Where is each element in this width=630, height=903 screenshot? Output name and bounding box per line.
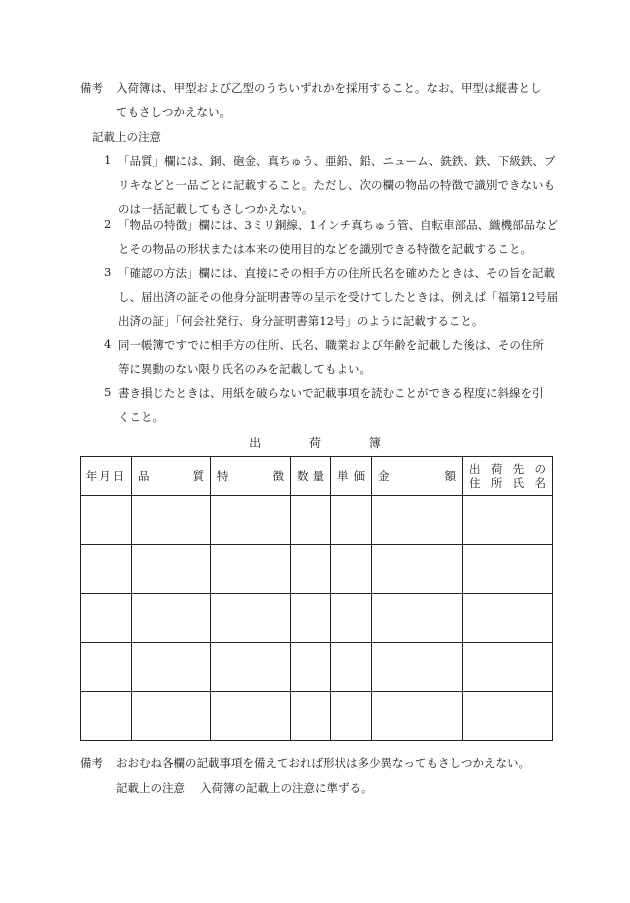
- ledger-cell[interactable]: [372, 643, 463, 692]
- header-quantity-char: 量: [312, 469, 324, 483]
- ledger-cell[interactable]: [463, 692, 553, 741]
- header-amount-char: 金: [378, 469, 390, 483]
- ledger-cell[interactable]: [463, 643, 553, 692]
- ledger-cell[interactable]: [81, 545, 132, 594]
- ledger-cell[interactable]: [211, 496, 291, 545]
- ledger-table: [80, 456, 553, 741]
- ledger-cell[interactable]: [81, 496, 132, 545]
- header-quantity: [291, 457, 331, 496]
- ledger-cell[interactable]: [81, 594, 132, 643]
- header-destination-char: の: [534, 462, 546, 476]
- ledger-cell[interactable]: [463, 496, 553, 545]
- ledger-cell[interactable]: [372, 545, 463, 594]
- instruction-line: とその物品の形状または本来の使用目的などを識別できる特徴を記載すること。: [118, 242, 532, 256]
- ledger-cell[interactable]: [132, 545, 211, 594]
- ledger-cell[interactable]: [331, 496, 372, 545]
- header-date: 年月日: [81, 457, 132, 496]
- instruction-number: 4: [104, 337, 112, 351]
- ledger-cell[interactable]: [463, 545, 553, 594]
- ledger-cell[interactable]: [463, 594, 553, 643]
- ledger-row: [81, 594, 553, 643]
- ledger-title-char: 荷: [308, 436, 321, 450]
- instruction-number: 1: [104, 153, 112, 167]
- ledger-cell[interactable]: [211, 545, 291, 594]
- notes-bottom-sub-label: 記載上の注意: [116, 781, 185, 795]
- header-quantity-char: 数: [297, 469, 309, 483]
- notes-top-label: 備考: [80, 81, 103, 95]
- ledger-row: [81, 692, 553, 741]
- instruction-number: 2: [104, 217, 112, 231]
- header-destination-char: 名: [534, 476, 546, 490]
- ledger-body: [81, 496, 553, 741]
- ledger-cell[interactable]: [132, 496, 211, 545]
- header-quality-char: 品: [138, 469, 150, 483]
- ledger-cell[interactable]: [81, 643, 132, 692]
- ledger-cell[interactable]: [132, 643, 211, 692]
- instructions-heading: 記載上の注意: [92, 130, 161, 144]
- header-quality: [132, 457, 211, 496]
- ledger-cell[interactable]: [331, 594, 372, 643]
- instruction-line: し、届出済の証その他身分証明書等の呈示を受けてしたときは、例えば「福第12号届: [118, 290, 559, 304]
- header-amount-char: 額: [444, 469, 456, 483]
- ledger-cell[interactable]: [291, 594, 331, 643]
- instruction-line: くこと。: [118, 410, 164, 424]
- notes-top-line-2: てもさしつかえない。: [116, 105, 231, 119]
- ledger-row: [81, 643, 553, 692]
- instruction-line: 出済の証」「何会社発行、身分証明書第12号」のように記載すること。: [118, 314, 484, 328]
- ledger-row: [81, 545, 553, 594]
- header-unit-price: [331, 457, 372, 496]
- notes-bottom-label: 備考: [80, 756, 103, 770]
- ledger-cell[interactable]: [81, 692, 132, 741]
- header-quality-char: 質: [192, 469, 204, 483]
- header-unit-price-char: 単: [337, 469, 349, 483]
- ledger-cell[interactable]: [291, 643, 331, 692]
- ledger-cell[interactable]: [132, 692, 211, 741]
- notes-bottom-text: おおむね各欄の記載事項を備えておれば形状は多少異なってもさしつかえない。: [116, 756, 530, 770]
- ledger-cell[interactable]: [211, 594, 291, 643]
- notes-top-line-1: 入荷簿は、甲型および乙型のうちいずれかを採用すること。なお、甲型は縦書とし: [116, 81, 542, 95]
- header-destination-char: 先: [512, 462, 525, 476]
- header-destination-char: 氏: [512, 476, 525, 490]
- instruction-line: 「物品の特徴」欄には、3ミリ銅線、1インチ真ちゅう管、自転車部品、織機部品など: [118, 218, 559, 232]
- header-amount: [372, 457, 463, 496]
- header-destination-char: 荷: [490, 462, 503, 476]
- ledger-header-row: [81, 457, 553, 496]
- ledger-title-char: 簿: [368, 436, 381, 450]
- header-feature: [211, 457, 291, 496]
- header-destination-char: 住: [469, 476, 481, 490]
- instruction-line: 書き損じたときは、用紙を破らないで記載事項を読むことができる程度に斜線を引: [118, 386, 544, 400]
- ledger-cell[interactable]: [331, 643, 372, 692]
- ledger-title: [0, 434, 630, 451]
- ledger-cell[interactable]: [372, 496, 463, 545]
- ledger-cell[interactable]: [291, 496, 331, 545]
- ledger-cell[interactable]: [291, 545, 331, 594]
- header-feature-char: 徴: [272, 469, 284, 483]
- notes-bottom-sub-text: 入荷簿の記載上の注意に準ずる。: [200, 781, 373, 795]
- instruction-number: 5: [104, 385, 112, 399]
- instruction-line: 等に異動のない限り氏名のみを記載してもよい。: [118, 362, 371, 376]
- header-destination: [463, 457, 553, 496]
- header-destination-char: 出: [469, 462, 481, 476]
- header-unit-price-char: 価: [353, 469, 365, 483]
- header-destination-char: 所: [490, 476, 503, 490]
- ledger-cell[interactable]: [211, 643, 291, 692]
- instruction-line: リキなどと一品ごとに記載すること。ただし、次の欄の物品の特徴で識別できないも: [118, 178, 555, 192]
- instruction-line: のは一括記載してもさしつかえない。: [118, 202, 314, 216]
- instruction-line: 「確認の方法」欄には、直接にその相手方の住所氏名を確めたときは、その旨を記載: [118, 266, 555, 280]
- instruction-number: 3: [104, 265, 112, 279]
- ledger-row: [81, 496, 553, 545]
- header-feature-char: 特: [217, 469, 229, 483]
- ledger-cell[interactable]: [372, 594, 463, 643]
- ledger-cell[interactable]: [211, 692, 291, 741]
- instruction-line: 「品質」欄には、銅、砲金、真ちゅう、亜鉛、鉛、ニューム、銑鉄、鉄、下級鉄、ブ: [118, 154, 556, 168]
- instruction-line: 同一帳簿ですでに相手方の住所、氏名、職業および年齢を記載した後は、その住所: [118, 338, 544, 352]
- ledger-cell[interactable]: [331, 545, 372, 594]
- ledger-title-char: 出: [249, 436, 262, 450]
- ledger-cell[interactable]: [291, 692, 331, 741]
- ledger-cell[interactable]: [372, 692, 463, 741]
- ledger-cell[interactable]: [132, 594, 211, 643]
- ledger-cell[interactable]: [331, 692, 372, 741]
